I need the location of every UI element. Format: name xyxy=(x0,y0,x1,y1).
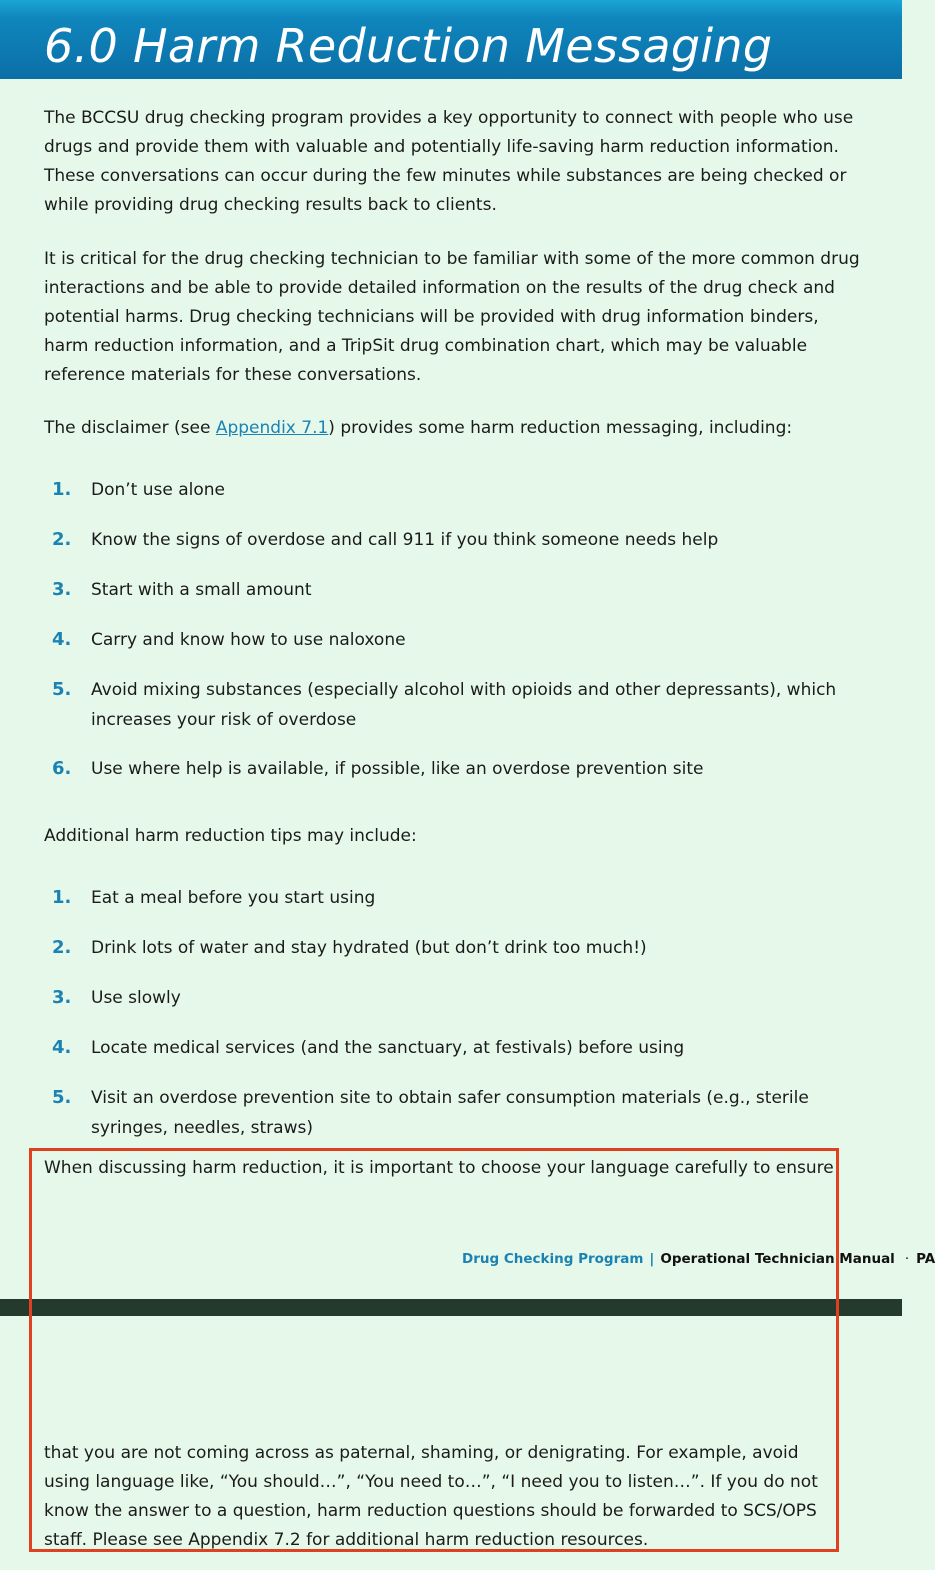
list-item-text: Carry and know how to use naloxone xyxy=(91,630,406,650)
list-number: 3. xyxy=(52,579,72,600)
list-number: 2. xyxy=(52,529,72,550)
section-header-band xyxy=(0,0,902,79)
list-item xyxy=(52,475,852,505)
page-break-bar xyxy=(0,1299,902,1316)
intro-paragraph: The BCCSU drug checking program provides a key opportunity to connect with people who use drugs and provide them with valuable and potentially life-saving harm reduction information. These conversations can occur during the few minutes while substances are being checked or while providing drug checking results back to clients. xyxy=(44,108,854,215)
footer-dot: · xyxy=(904,1251,910,1267)
footer-page-label: PA xyxy=(916,1251,935,1267)
footer-separator: | xyxy=(649,1251,655,1267)
list-item-text: Use where help is available, if possible, like an overdose prevention site xyxy=(91,759,704,779)
disclaimer-paragraph xyxy=(44,414,864,443)
footer-manual-name: Operational Technician Manual xyxy=(660,1251,895,1267)
list-item xyxy=(52,754,852,784)
disclaimer-text-after: ) provides some harm reduction messaging, including: xyxy=(328,418,793,438)
footer-program-name: Drug Checking Program xyxy=(462,1251,644,1267)
language-paragraph-continued: that you are not coming across as paternal, shaming, or denigrating. For example, avoid using language like, “You should…”, “You need to…”, “I need you to listen…”. If you do not know the answer to a question, harm reduction questions should be forwarded to SCS/OPS staff. Please see Appendix 7.2 for additional harm reduction resources. xyxy=(44,1443,818,1550)
list-number: 5. xyxy=(52,1087,72,1108)
list-item xyxy=(52,883,852,913)
list-item xyxy=(52,933,852,963)
list-number: 6. xyxy=(52,758,72,779)
list-number: 1. xyxy=(52,887,72,908)
list-number: 3. xyxy=(52,987,72,1008)
list-item xyxy=(52,575,852,605)
technician-paragraph: It is critical for the drug checking technician to be familiar with some of the more common drug interactions and be able to provide detailed information on the results of the drug check and potential harms. Drug checking technicians will be provided with drug information binders, harm reduction information, and a TripSit drug combination chart, which may be valuable reference materials for these conversations. xyxy=(44,249,860,385)
language-paragraph-start: When discussing harm reduction, it is important to choose your language carefully to ensure xyxy=(44,1158,834,1178)
list-item-text: Don’t use alone xyxy=(91,480,226,500)
section-title: 6.0 Harm Reduction Messaging xyxy=(44,19,773,73)
appendix-7-1-link[interactable]: Appendix 7.1 xyxy=(215,418,329,438)
list-item-text: Drink lots of water and stay hydrated (but don’t drink too much!) xyxy=(91,938,647,958)
additional-tips-paragraph: Additional harm reduction tips may include: xyxy=(44,826,417,846)
list-number: 5. xyxy=(52,679,72,700)
list-item-text: Start with a small amount xyxy=(91,580,312,600)
list-number: 4. xyxy=(52,629,72,650)
disclaimer-text-before: The disclaimer (see xyxy=(44,418,216,438)
list-item-text: Know the signs of overdose and call 911 if you think someone needs help xyxy=(91,530,719,550)
list-number: 2. xyxy=(52,937,72,958)
list-item-text: Avoid mixing substances (especially alcohol with opioids and other depressants), which increases your risk of overdose xyxy=(91,680,837,730)
list-item xyxy=(52,525,852,555)
page-footer xyxy=(462,1249,935,1269)
list-item-text: Locate medical services (and the sanctuary, at festivals) before using xyxy=(91,1038,685,1058)
list-item xyxy=(52,1083,852,1143)
list-item xyxy=(52,1033,852,1063)
list-item-text: Use slowly xyxy=(91,988,181,1008)
list-item xyxy=(52,983,852,1013)
list-item xyxy=(52,625,852,655)
list-item-text: Visit an overdose prevention site to obtain safer consumption materials (e.g., sterile syringes, needles, straws) xyxy=(91,1088,809,1138)
list-number: 1. xyxy=(52,479,72,500)
list-item xyxy=(52,675,852,735)
list-item-text: Eat a meal before you start using xyxy=(91,888,376,908)
list-number: 4. xyxy=(52,1037,72,1058)
